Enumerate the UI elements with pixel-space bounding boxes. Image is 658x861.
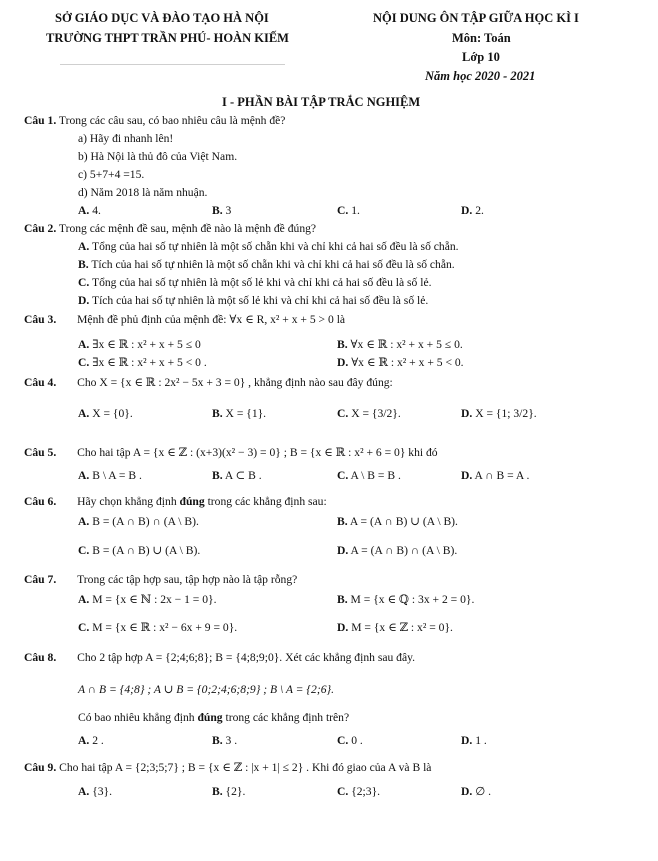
q1-item-a: a) Hãy đi nhanh lên! bbox=[78, 132, 174, 145]
question-label: Câu 2. bbox=[24, 222, 57, 235]
option-key: B. bbox=[337, 515, 348, 528]
question-text: Cho X = {x ∈ ℝ : 2x² − 5x + 3 = 0} , khẳng định nào sau đây đúng: bbox=[77, 376, 393, 389]
q5-option-b bbox=[212, 470, 262, 483]
q8-question bbox=[78, 712, 349, 725]
header-doc-title: NỘI DUNG ÔN TẬP GIỮA HỌC KÌ I bbox=[373, 11, 579, 25]
option-key: A. bbox=[78, 734, 90, 747]
q8-option-a bbox=[78, 735, 104, 748]
question-label: Câu 3. bbox=[24, 313, 57, 326]
question-text: Cho hai tập A = {2;3;5;7} ; B = {x ∈ ℤ : |x + 1| ≤ 2} . Khi đó giao của A và B là bbox=[59, 761, 432, 774]
option-key: A. bbox=[78, 785, 90, 798]
option-key: A. bbox=[78, 469, 90, 482]
section-title: I - PHẦN BÀI TẬP TRẮC NGHIỆM bbox=[222, 95, 421, 109]
option-value: 2 . bbox=[92, 734, 104, 747]
option-value: 2. bbox=[475, 204, 484, 217]
q4-option-d bbox=[461, 408, 537, 421]
q8-option-d bbox=[461, 735, 487, 748]
option-value: {3}. bbox=[92, 785, 113, 798]
q8-question-emphasis: đúng bbox=[197, 711, 223, 724]
option-value: A \ B = B . bbox=[350, 469, 401, 482]
option-value: M = {x ∈ ℤ : x² = 0}. bbox=[351, 621, 453, 634]
question-label: Câu 7. bbox=[24, 573, 57, 586]
option-value: Tổng của hai số tự nhiên là một số lẻ khi và chỉ khi cả hai số đều là số lẻ. bbox=[91, 276, 432, 289]
option-key: B. bbox=[212, 734, 223, 747]
question-4 bbox=[24, 377, 393, 390]
q1-option-d bbox=[461, 205, 484, 218]
q3-option-d bbox=[337, 357, 464, 370]
q7-option-d bbox=[337, 622, 453, 635]
option-key: B. bbox=[212, 785, 223, 798]
question-label: Câu 4. bbox=[24, 376, 57, 389]
q4-option-c bbox=[337, 408, 401, 421]
option-value: 4. bbox=[92, 204, 101, 217]
option-key: D. bbox=[461, 734, 473, 747]
option-key: C. bbox=[78, 621, 90, 634]
option-value: ∀x ∈ ℝ : x² + x + 5 < 0. bbox=[351, 356, 464, 369]
question-text-emphasis: đúng bbox=[179, 495, 205, 508]
option-value: {2;3}. bbox=[351, 785, 381, 798]
question-label: Câu 1. bbox=[24, 114, 57, 127]
option-key: C. bbox=[337, 469, 349, 482]
option-value: M = {x ∈ ℕ : 2x − 1 = 0}. bbox=[92, 593, 217, 606]
option-key: A. bbox=[78, 240, 90, 253]
option-key: B. bbox=[212, 469, 223, 482]
option-value: B = (A ∩ B) ∩ (A \ B). bbox=[92, 515, 199, 528]
question-label: Câu 5. bbox=[24, 446, 57, 459]
option-key: B. bbox=[337, 593, 348, 606]
option-key: D. bbox=[461, 407, 473, 420]
q8-question-start: Có bao nhiêu khẳng định bbox=[78, 711, 198, 724]
q8-statements: A ∩ B = {4;8} ; A ∪ B = {0;2;4;6;8;9} ; B \ A = {2;6}. bbox=[78, 683, 335, 696]
option-value: X = {1; 3/2}. bbox=[475, 407, 537, 420]
question-label: Câu 9. bbox=[24, 761, 57, 774]
q1-item-d: d) Năm 2018 là năm nhuận. bbox=[78, 186, 208, 199]
option-value: B = (A ∩ B) ∪ (A \ B). bbox=[92, 544, 201, 557]
question-3 bbox=[24, 314, 345, 327]
option-key: A. bbox=[78, 204, 90, 217]
question-text-start: Hãy chọn khẳng định bbox=[77, 495, 180, 508]
option-value: Tích của hai số tự nhiên là một số lẻ khi và chỉ khi cả hai số đều là số lẻ. bbox=[91, 294, 429, 307]
q6-option-a bbox=[78, 516, 199, 529]
option-value: 3 bbox=[225, 204, 232, 217]
option-key: B. bbox=[78, 258, 89, 271]
option-key: A. bbox=[78, 407, 90, 420]
option-value: 0 . bbox=[351, 734, 363, 747]
option-value: ∃x ∈ ℝ : x² + x + 5 < 0 . bbox=[92, 356, 207, 369]
q3-option-c bbox=[78, 357, 207, 370]
q7-option-c bbox=[78, 622, 237, 635]
q2-option-a bbox=[78, 241, 459, 254]
q3-option-a bbox=[78, 339, 201, 352]
q1-item-b: b) Hà Nội là thủ đô của Việt Nam. bbox=[78, 150, 238, 163]
question-label: Câu 6. bbox=[24, 495, 57, 508]
question-text: Trong các câu sau, có bao nhiêu câu là mệnh đề? bbox=[58, 114, 286, 127]
question-text: Cho 2 tập hợp A = {2;4;6;8}; B = {4;8;9;0}. Xét các khẳng định sau đây. bbox=[77, 651, 416, 664]
option-value: X = {3/2}. bbox=[351, 407, 401, 420]
option-value: 1 . bbox=[475, 734, 487, 747]
option-value: X = {0}. bbox=[92, 407, 133, 420]
q6-option-c bbox=[78, 545, 200, 558]
option-key: D. bbox=[337, 621, 349, 634]
question-text: Trong các tập hợp sau, tập hợp nào là tập rỗng? bbox=[77, 573, 298, 586]
question-2 bbox=[24, 223, 316, 236]
q6-option-d bbox=[337, 545, 457, 558]
q8-question-end: trong các khẳng định trên? bbox=[222, 711, 350, 724]
q8-option-b bbox=[212, 735, 237, 748]
option-value: M = {x ∈ ℚ : 3x + 2 = 0}. bbox=[350, 593, 475, 606]
header-department: SỞ GIÁO DỤC VÀ ĐÀO TẠO HÀ NỘI bbox=[55, 11, 269, 25]
q9-option-d bbox=[461, 786, 491, 799]
q9-option-c bbox=[337, 786, 380, 799]
q2-option-b bbox=[78, 259, 455, 272]
q7-option-a bbox=[78, 594, 217, 607]
q1-option-b bbox=[212, 205, 231, 218]
question-1 bbox=[24, 115, 285, 128]
question-text: Mệnh đề phủ định của mệnh đề: ∀x ∈ R, x² + x + 5 > 0 là bbox=[77, 313, 346, 326]
question-7 bbox=[24, 574, 297, 587]
option-key: D. bbox=[461, 469, 473, 482]
question-text: Trong các mệnh đề sau, mệnh đề nào là mệnh đề đúng? bbox=[58, 222, 317, 235]
option-key: D. bbox=[461, 204, 473, 217]
q4-option-a bbox=[78, 408, 133, 421]
option-key: B. bbox=[212, 204, 223, 217]
question-text-end: trong các khẳng định sau: bbox=[204, 495, 327, 508]
option-value: 3 . bbox=[225, 734, 238, 747]
header-subject: Môn: Toán bbox=[452, 31, 511, 45]
q6-option-b bbox=[337, 516, 458, 529]
q9-option-a bbox=[78, 786, 112, 799]
question-8 bbox=[24, 652, 415, 665]
option-value: A ∩ B = A . bbox=[474, 469, 530, 482]
option-key: A. bbox=[78, 338, 90, 351]
option-key: C. bbox=[78, 356, 90, 369]
header-grade: Lớp 10 bbox=[462, 50, 500, 64]
option-key: C. bbox=[337, 785, 349, 798]
option-key: C. bbox=[337, 204, 349, 217]
q5-option-a bbox=[78, 470, 142, 483]
option-key: D. bbox=[78, 294, 90, 307]
q2-option-c bbox=[78, 277, 432, 290]
header-school-year: Năm học 2020 - 2021 bbox=[425, 69, 536, 83]
option-value: A ⊂ B . bbox=[224, 469, 262, 482]
option-value: X = {1}. bbox=[225, 407, 267, 420]
question-text: Cho hai tập A = {x ∈ ℤ : (x+3)(x² − 3) = 0} ; B = {x ∈ ℝ : x² + 6 = 0} khi đó bbox=[77, 446, 438, 459]
option-key: A. bbox=[78, 515, 90, 528]
question-9 bbox=[24, 762, 431, 775]
option-key: A. bbox=[78, 593, 90, 606]
q4-option-b bbox=[212, 408, 266, 421]
option-value: A = (A ∩ B) ∩ (A \ B). bbox=[350, 544, 458, 557]
question-label: Câu 8. bbox=[24, 651, 57, 664]
option-value: B \ A = B . bbox=[92, 469, 142, 482]
header-school: TRƯỜNG THPT TRẦN PHÚ- HOÀN KIẾM bbox=[46, 31, 289, 45]
option-key: C. bbox=[337, 734, 349, 747]
q7-option-b bbox=[337, 594, 474, 607]
option-value: A = (A ∩ B) ∪ (A \ B). bbox=[349, 515, 458, 528]
question-6 bbox=[24, 496, 327, 509]
q8-option-c bbox=[337, 735, 363, 748]
option-key: B. bbox=[337, 338, 348, 351]
option-key: D. bbox=[337, 356, 349, 369]
option-value: ∀x ∈ ℝ : x² + x + 5 ≤ 0. bbox=[350, 338, 463, 351]
option-key: C. bbox=[337, 407, 349, 420]
option-value: {2}. bbox=[225, 785, 246, 798]
option-key: D. bbox=[337, 544, 349, 557]
q3-option-b bbox=[337, 339, 463, 352]
option-value: 1. bbox=[351, 204, 360, 217]
q5-option-c bbox=[337, 470, 401, 483]
option-key: B. bbox=[212, 407, 223, 420]
q2-option-d bbox=[78, 295, 428, 308]
q9-option-b bbox=[212, 786, 245, 799]
option-key: C. bbox=[78, 276, 90, 289]
header-divider bbox=[60, 64, 285, 65]
q1-option-a bbox=[78, 205, 101, 218]
q5-option-d bbox=[461, 470, 529, 483]
option-value: ∃x ∈ ℝ : x² + x + 5 ≤ 0 bbox=[92, 338, 201, 351]
q1-option-c bbox=[337, 205, 360, 218]
option-value: Tổng của hai số tự nhiên là một số chẵn khi và chỉ khi cả hai số đều là số chẵn. bbox=[91, 240, 459, 253]
option-value: Tích của hai số tự nhiên là một số chẵn khi và chỉ khi cả hai số đều là số chẵn. bbox=[91, 258, 455, 271]
question-5 bbox=[24, 447, 438, 460]
q1-item-c: c) 5+7+4 =15. bbox=[78, 168, 145, 181]
option-value: M = {x ∈ ℝ : x² − 6x + 9 = 0}. bbox=[92, 621, 238, 634]
option-key: C. bbox=[78, 544, 90, 557]
option-key: D. bbox=[461, 785, 473, 798]
option-value: ∅ . bbox=[475, 785, 492, 798]
